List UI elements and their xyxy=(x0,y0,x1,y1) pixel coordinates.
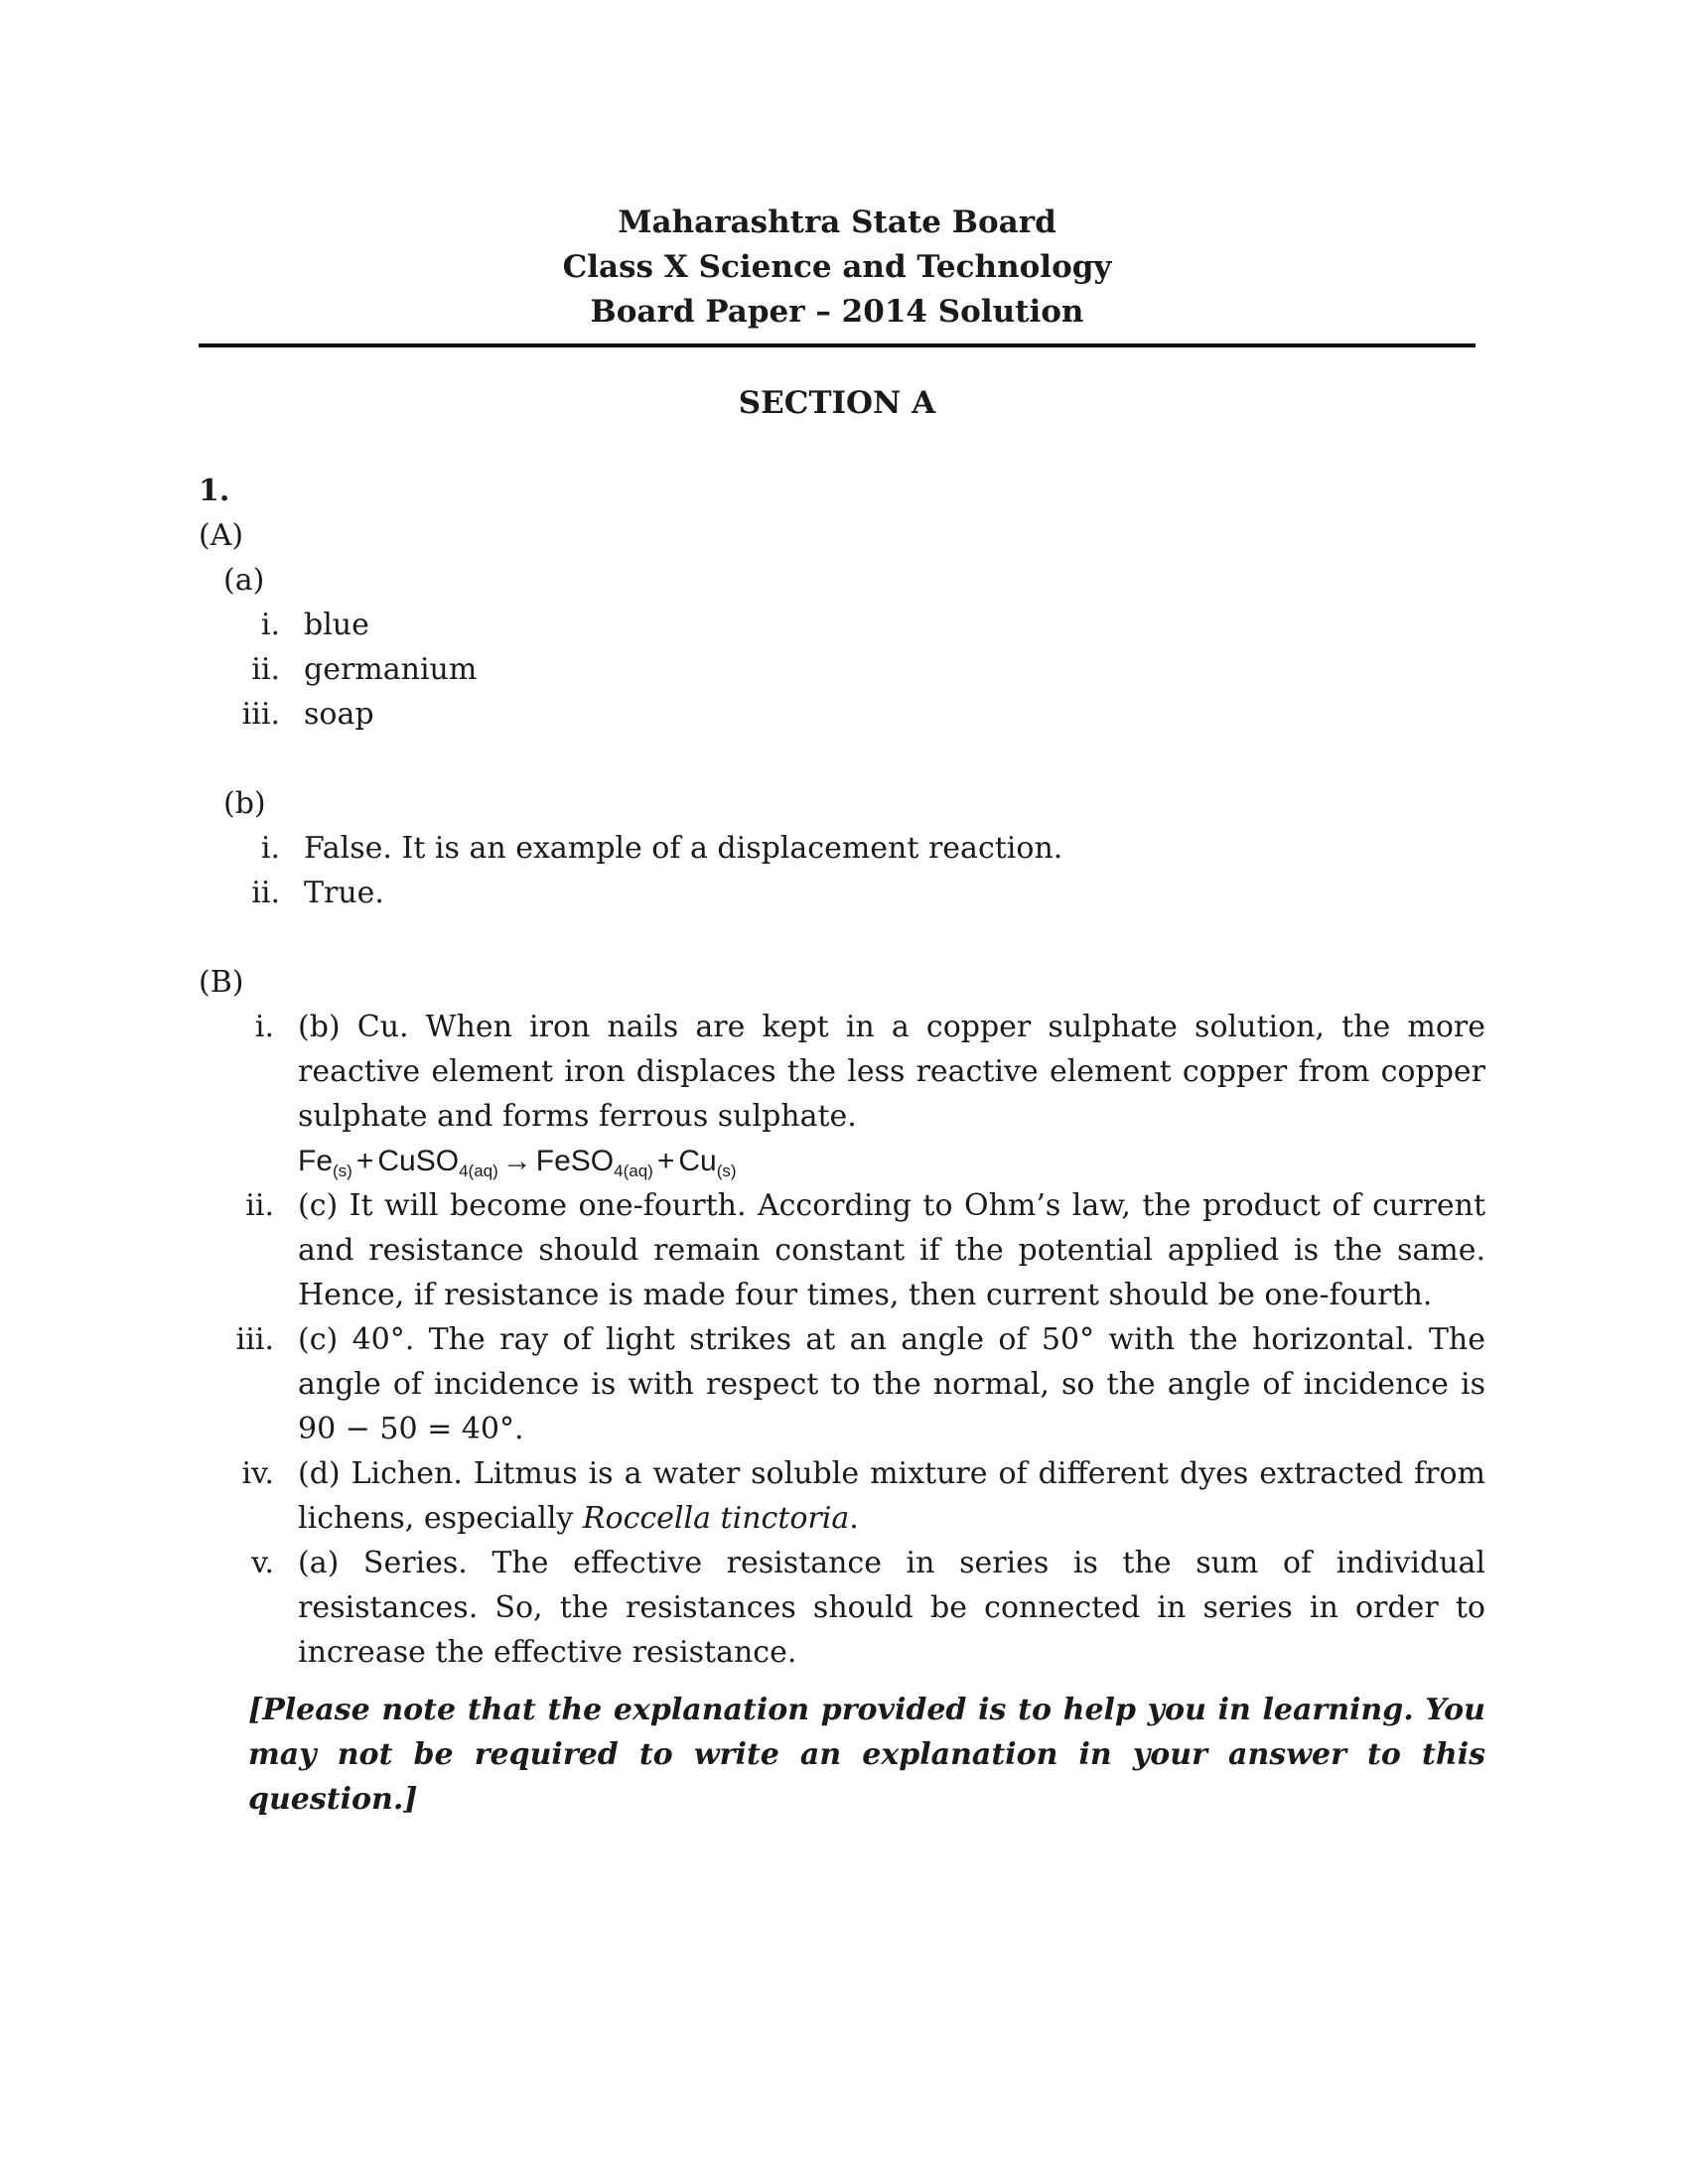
equation-state: (s) xyxy=(716,1161,737,1180)
equation-plus: + xyxy=(355,1145,374,1177)
part-a-sub-b-label: (b) xyxy=(223,786,266,821)
equation-reactant-1: Fe xyxy=(298,1145,334,1177)
equation-plus: + xyxy=(656,1145,675,1177)
item-numeral: iii. xyxy=(235,1322,274,1357)
item-numeral: iv. xyxy=(241,1456,274,1491)
list-item xyxy=(199,1541,1485,1675)
list-item xyxy=(199,1451,1485,1541)
item-answer-text-end: . xyxy=(849,1501,859,1536)
item-numeral: ii. xyxy=(251,876,280,910)
item-answer xyxy=(298,1451,1485,1541)
list-item xyxy=(199,1005,1485,1183)
list-item xyxy=(199,871,1485,915)
list-item xyxy=(199,826,1485,871)
spacer xyxy=(199,915,1485,960)
spacer xyxy=(199,737,1485,781)
chemical-equation xyxy=(298,1139,1485,1183)
header-rule xyxy=(199,343,1476,347)
item-numeral: iii. xyxy=(241,697,280,732)
part-b-label: (B) xyxy=(199,965,244,1000)
part-a-sub-b-list xyxy=(199,826,1485,915)
equation-state: 4(aq) xyxy=(614,1161,653,1180)
list-item xyxy=(199,692,1485,737)
item-answer: germanium xyxy=(304,652,478,687)
item-numeral: i. xyxy=(260,831,280,866)
item-numeral: ii. xyxy=(251,652,280,687)
item-numeral: v. xyxy=(251,1546,274,1580)
document-header xyxy=(199,201,1476,335)
equation-reactant-2: CuSO xyxy=(377,1145,460,1177)
item-numeral: i. xyxy=(260,608,280,642)
equation-product-1: FeSO xyxy=(535,1145,615,1177)
item-answer: soap xyxy=(304,697,374,732)
part-a-sub-a-list xyxy=(199,603,1485,737)
equation-state: 4(aq) xyxy=(459,1161,498,1180)
part-a-label: (A) xyxy=(199,518,244,553)
species-name: Roccella tinctoria xyxy=(582,1501,850,1536)
item-answer: (c) It will become one-fourth. According to Ohm’s law, the product of current and resistance should remain constant if the potential applied is the same. Hence, if resistance is made four times, then current should be one-fourth. xyxy=(298,1188,1485,1312)
item-answer: (b) Cu. When iron nails are kept in a copper sulphate solution, the more reactive element iron displaces the less reactive element copper from copper sulphate and forms ferrous sulphate. xyxy=(298,1010,1485,1134)
list-item xyxy=(199,1183,1485,1317)
item-answer: True. xyxy=(304,876,384,910)
list-item xyxy=(199,1317,1485,1451)
item-answer: (a) Series. The effective resistance in series is the sum of individual resistances. So, the resistances should be connected in series in order to increase the effective resistance. xyxy=(298,1546,1485,1670)
item-numeral: i. xyxy=(254,1010,274,1044)
header-class-subject: Class X Science and Technology xyxy=(562,249,1112,285)
header-board: Maharashtra State Board xyxy=(618,205,1056,240)
item-answer: blue xyxy=(304,608,369,642)
equation-arrow: → xyxy=(501,1145,532,1177)
list-item xyxy=(199,647,1485,692)
item-answer: (c) 40°. The ray of light strikes at an angle of 50° with the horizontal. The angle of incidence is with respect to the normal, so the angle of incidence is 90 − 50 = 40°. xyxy=(298,1322,1485,1446)
list-item xyxy=(199,603,1485,647)
part-b-list xyxy=(199,1005,1485,1675)
equation-state: (s) xyxy=(333,1161,352,1180)
item-numeral: ii. xyxy=(245,1188,274,1223)
part-a-sub-a-label: (a) xyxy=(223,563,265,598)
question-content xyxy=(199,469,1485,1675)
item-answer-block xyxy=(298,1005,1485,1183)
item-answer: False. It is an example of a displacement reaction. xyxy=(304,831,1063,866)
section-title: SECTION A xyxy=(738,385,936,421)
question-number: 1. xyxy=(199,474,230,508)
equation-product-2: Cu xyxy=(678,1145,717,1177)
explanation-note: [Please note that the explanation provided is to help you in learning. You may not be required to write an explanation in your answer to this question.] xyxy=(248,1693,1485,1817)
header-paper-title: Board Paper – 2014 Solution xyxy=(590,294,1084,330)
item-answer-text: (d) Lichen. Litmus is a water soluble mixture of different dyes extracted from lichens, especially xyxy=(298,1456,1485,1536)
